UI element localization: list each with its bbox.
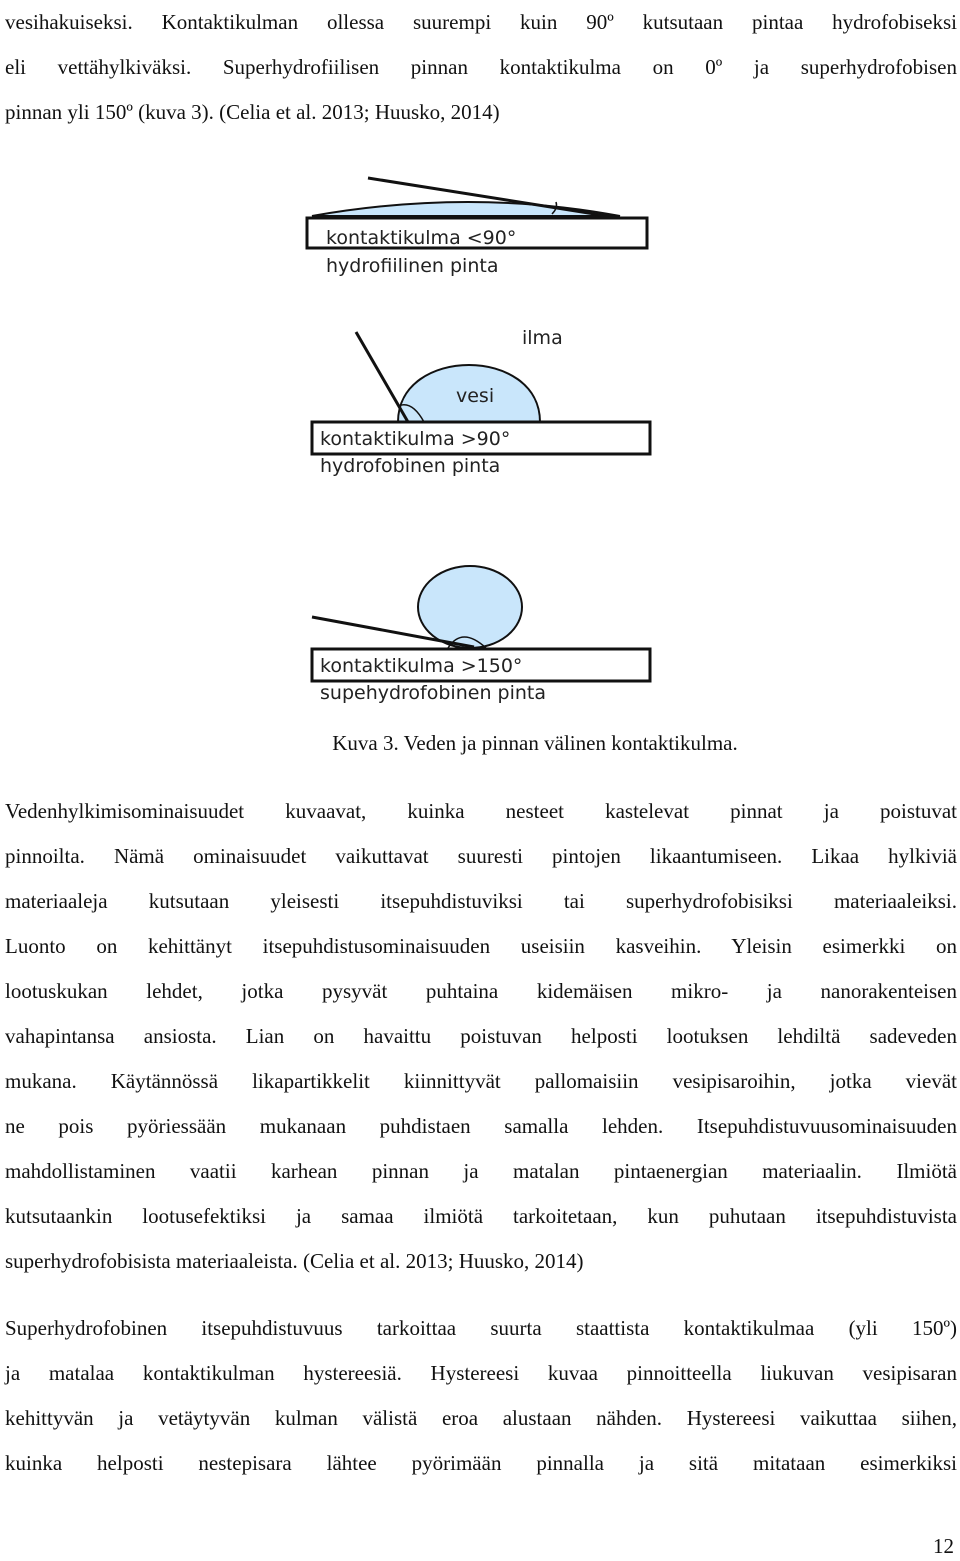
text-line: kuinka helposti nestepisara lähtee pyörimään pinnalla ja sitä mitataan esimerkiksi: [5, 1451, 957, 1475]
text-line: ja matalaa kontaktikulman hystereesiä. Hystereesi kuvaa pinnoitteella liukuvan vesipisaran: [5, 1361, 957, 1385]
panel-hydrophobic: [312, 327, 650, 477]
text-line: eli vettähylkiväksi. Superhydrofiilisen pinnan kontaktikulma on 0º ja superhydrofobisen: [5, 55, 957, 79]
text-line: pinnan yli 150º (kuva 3). (Celia et al. 2013; Huusko, 2014): [5, 100, 500, 124]
tangent-line: [356, 332, 408, 422]
panel1-angle-label: kontaktikulma <90°: [326, 227, 517, 249]
figure-caption: Kuva 3. Veden ja pinnan välinen kontaktikulma.: [332, 731, 738, 755]
panel-superhydrophobic: [312, 566, 650, 704]
contact-angle-figure: [290, 168, 670, 708]
panel2-angle-label: kontaktikulma >90°: [320, 428, 511, 450]
text-line: superhydrofobisista materiaaleista. (Celia et al. 2013; Huusko, 2014): [5, 1249, 584, 1273]
text-line: kutsutaankin lootusefektiksi ja samaa ilmiötä tarkoitetaan, kun puhutaan itsepuhdistuvista: [5, 1204, 957, 1228]
intro-paragraph: [5, 0, 957, 135]
panel1-surface-label: hydrofiilinen pinta: [326, 255, 499, 277]
text-line: materiaaleja kutsutaan yleisesti itsepuhdistuviksi tai superhydrofobisiksi materiaaleiksi.: [5, 889, 957, 913]
text-line: Luonto on kehittänyt itsepuhdistusominaisuuden useisiin kasveihin. Yleisin esimerkki on: [5, 934, 957, 958]
water-label: vesi: [456, 385, 495, 407]
round-water-drop: [418, 566, 522, 648]
text-line: kehittyvän ja vetäytyvän kulman välistä eroa alustaan nähden. Hystereesi vaikuttaa siihen,: [5, 1406, 957, 1430]
text-line: mukana. Käytännössä likapartikkelit kiinnittyvät pallomaisiin vesipisaroihin, jotka vievät: [5, 1069, 957, 1093]
text-line: vahapintansa ansiosta. Lian on havaittu poistuvan helposti lootuksen lehdiltä sadeveden: [5, 1024, 957, 1048]
paragraph-superhydrophobic: [5, 1306, 957, 1486]
text-line: Superhydrofobinen itsepuhdistuvuus tarkoittaa suurta staattista kontaktikulmaa (yli 150º): [5, 1316, 957, 1340]
text-line: pinnoilta. Nämä ominaisuudet vaikuttavat suuresti pintojen likaantumiseen. Likaa hylkiviä: [5, 844, 957, 868]
text-line: vesihakuiseksi. Kontaktikulman ollessa suurempi kuin 90º kutsutaan pintaa hydrofobiseksi: [5, 10, 957, 34]
panel-hydrophilic: [307, 178, 647, 277]
text-line: Vedenhylkimisominaisuudet kuvaavat, kuinka nesteet kastelevat pinnat ja poistuvat: [5, 799, 957, 823]
air-label: ilma: [522, 327, 563, 349]
text-line: ne pois pyöriessään mukanaan puhdistaen samalla lehden. Itsepuhdistuvuusominaisuuden: [5, 1114, 957, 1138]
paragraph-water-repellency: [5, 789, 957, 1284]
panel2-surface-label: hydrofobinen pinta: [320, 455, 501, 477]
text-line: mahdollistaminen vaatii karhean pinnan ja matalan pintaenergian materiaalin. Ilmiötä: [5, 1159, 957, 1183]
panel3-surface-label: supehydrofobinen pinta: [320, 682, 546, 704]
text-line: lootuskukan lehdet, jotka pysyvät puhtaina kidemäisen mikro- ja nanorakenteisen: [5, 979, 957, 1003]
panel3-angle-label: kontaktikulma >150°: [320, 655, 523, 677]
flat-water-drop: [312, 202, 620, 216]
page-number: 12: [933, 1534, 954, 1558]
